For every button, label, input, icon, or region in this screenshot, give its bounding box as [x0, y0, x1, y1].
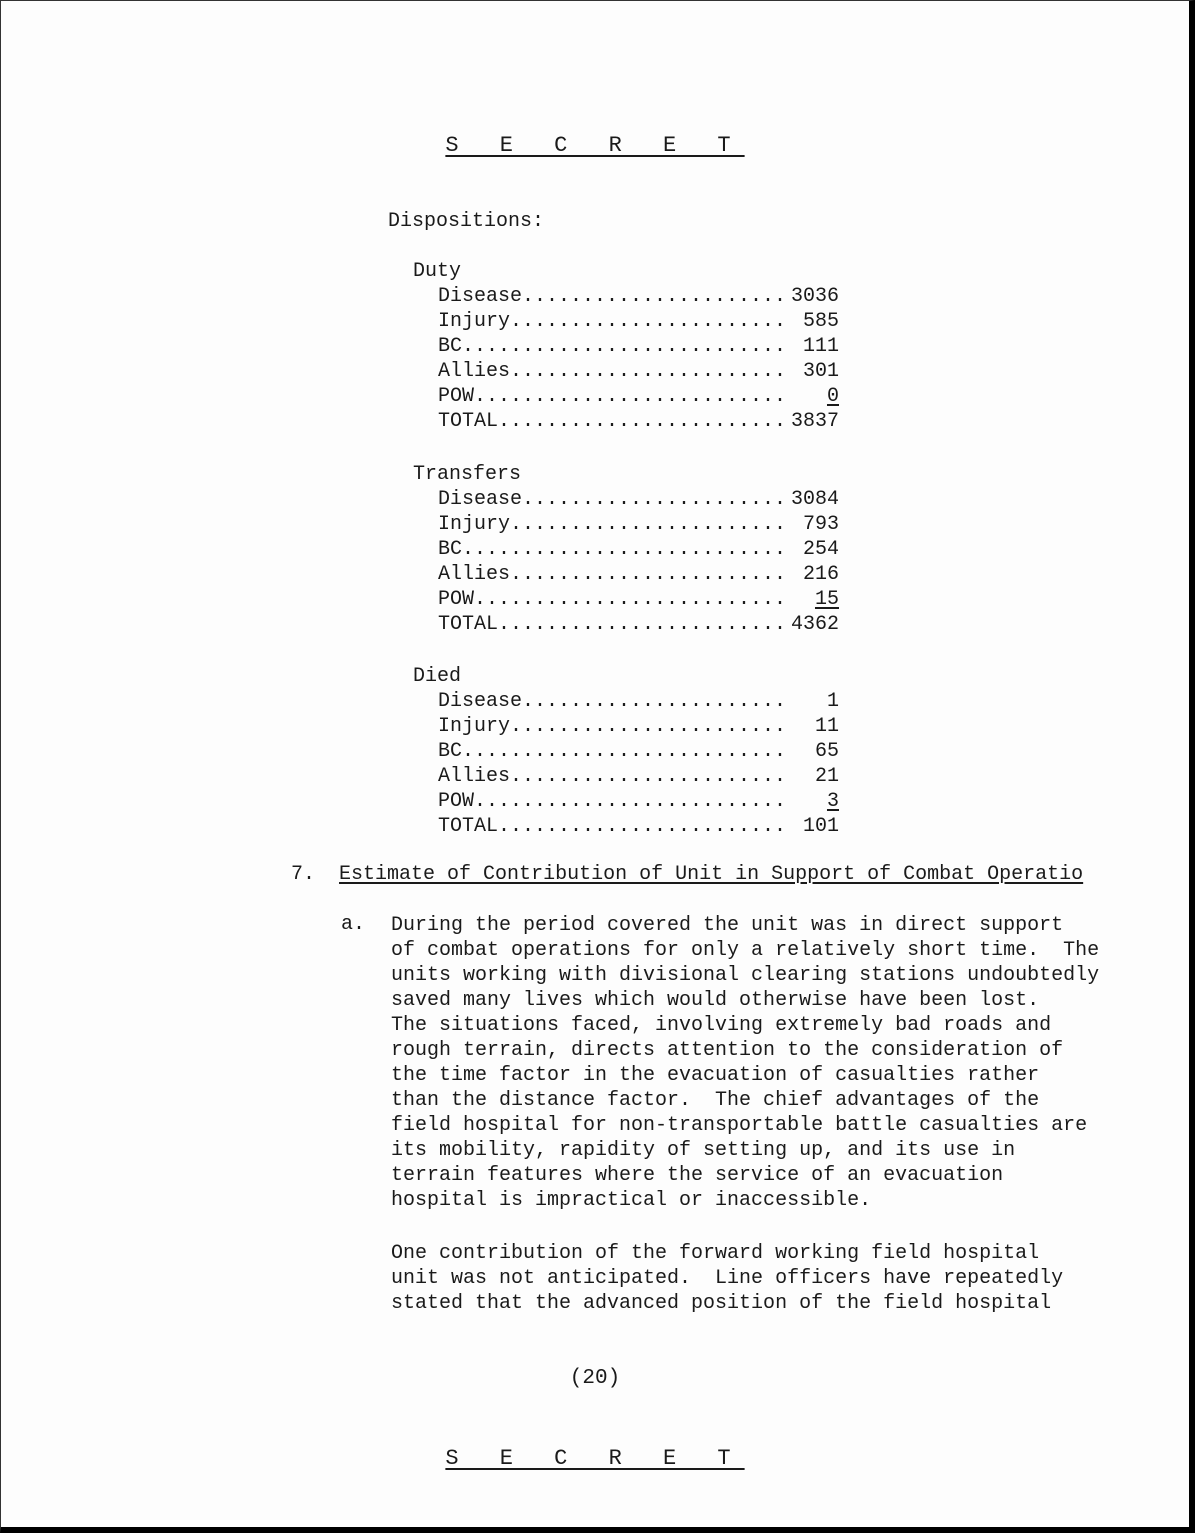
row-label: TOTAL........................	[438, 410, 787, 433]
table-row	[413, 512, 839, 537]
table-row	[413, 764, 839, 789]
group-transfers	[413, 462, 839, 637]
row-value: 4362	[790, 613, 839, 636]
row-label: Allies.......................	[438, 765, 787, 788]
group-title: Died	[413, 665, 462, 688]
classification-header: S E C R E T	[445, 133, 745, 158]
row-value: 793	[802, 513, 839, 536]
row-label: Injury.......................	[438, 715, 787, 738]
row-value: 254	[802, 538, 839, 561]
row-label: BC...........................	[438, 538, 787, 561]
row-value: 21	[814, 765, 839, 788]
page-number: (20)	[569, 1367, 621, 1390]
row-label: Allies.......................	[438, 360, 787, 383]
row-label: Allies.......................	[438, 563, 787, 586]
row-value: 3	[826, 790, 839, 813]
table-row	[413, 739, 839, 764]
row-label: POW..........................	[438, 790, 787, 813]
table-row	[413, 309, 839, 334]
group-duty	[413, 259, 839, 434]
table-row	[413, 537, 839, 562]
row-label: POW..........................	[438, 588, 787, 611]
row-label: TOTAL........................	[438, 613, 787, 636]
row-value: 101	[802, 815, 839, 838]
classification-footer: S E C R E T	[445, 1446, 745, 1471]
paragraph-a-label: a.	[341, 913, 366, 936]
row-label: BC...........................	[438, 335, 787, 358]
table-row	[413, 789, 839, 814]
row-label: Disease......................	[438, 690, 787, 713]
table-row	[413, 689, 839, 714]
row-value: 3084	[790, 488, 839, 511]
group-title: Duty	[413, 260, 462, 283]
row-value: 3837	[790, 410, 839, 433]
row-label: Disease......................	[438, 285, 787, 308]
table-row-total	[413, 409, 839, 434]
table-row	[413, 334, 839, 359]
paragraph-b-text: One contribution of the forward working field hospital unit was not anticipated. Line officers have repeatedly stated that the advanced position of the field hospital	[391, 1242, 1064, 1315]
section-title: Estimate of Contribution of Unit in Support of Combat Operatio	[339, 863, 1084, 886]
row-value: 15	[814, 588, 839, 611]
row-value: 216	[802, 563, 839, 586]
table-row	[413, 562, 839, 587]
row-value: 585	[802, 310, 839, 333]
table-row	[413, 284, 839, 309]
group-title: Transfers	[413, 463, 522, 486]
table-row	[413, 384, 839, 409]
row-value: 301	[802, 360, 839, 383]
paragraph-a-text: During the period covered the unit was in direct support of combat operations for only a relatively short time. The units working with divisional clearing stations undoubtedly saved many lives which would otherwise have been lost. The situations faced, involving extremely bad roads and rough terrain, directs attention to the consideration of the time factor in the evacuation of casualties rather than the distance factor. The chief advantages of the field hospital for non-transportable battle casualties are its mobility, rapidity of setting up, and its use in terrain features where the service of an evacuation hospital is impractical or inaccessible.	[391, 914, 1100, 1212]
row-value: 3036	[790, 285, 839, 308]
row-label: Injury.......................	[438, 513, 787, 536]
table-row-total	[413, 612, 839, 637]
dispositions-heading: Dispositions:	[388, 210, 545, 233]
table-row	[413, 587, 839, 612]
table-row	[413, 359, 839, 384]
section-7-heading	[291, 863, 1083, 886]
row-label: BC...........................	[438, 740, 787, 763]
section-number: 7.	[291, 863, 316, 886]
row-value: 111	[802, 335, 839, 358]
group-died	[413, 664, 839, 839]
row-value: 0	[826, 385, 839, 408]
row-label: TOTAL........................	[438, 815, 787, 838]
row-label: Injury.......................	[438, 310, 799, 333]
table-row-total	[413, 814, 839, 839]
row-label: Disease......................	[438, 488, 787, 511]
row-value: 1	[826, 690, 839, 713]
table-row	[413, 487, 839, 512]
row-value: 65	[814, 740, 839, 763]
row-label: POW..........................	[438, 385, 787, 408]
table-row	[413, 714, 839, 739]
row-value: 11	[814, 715, 839, 738]
